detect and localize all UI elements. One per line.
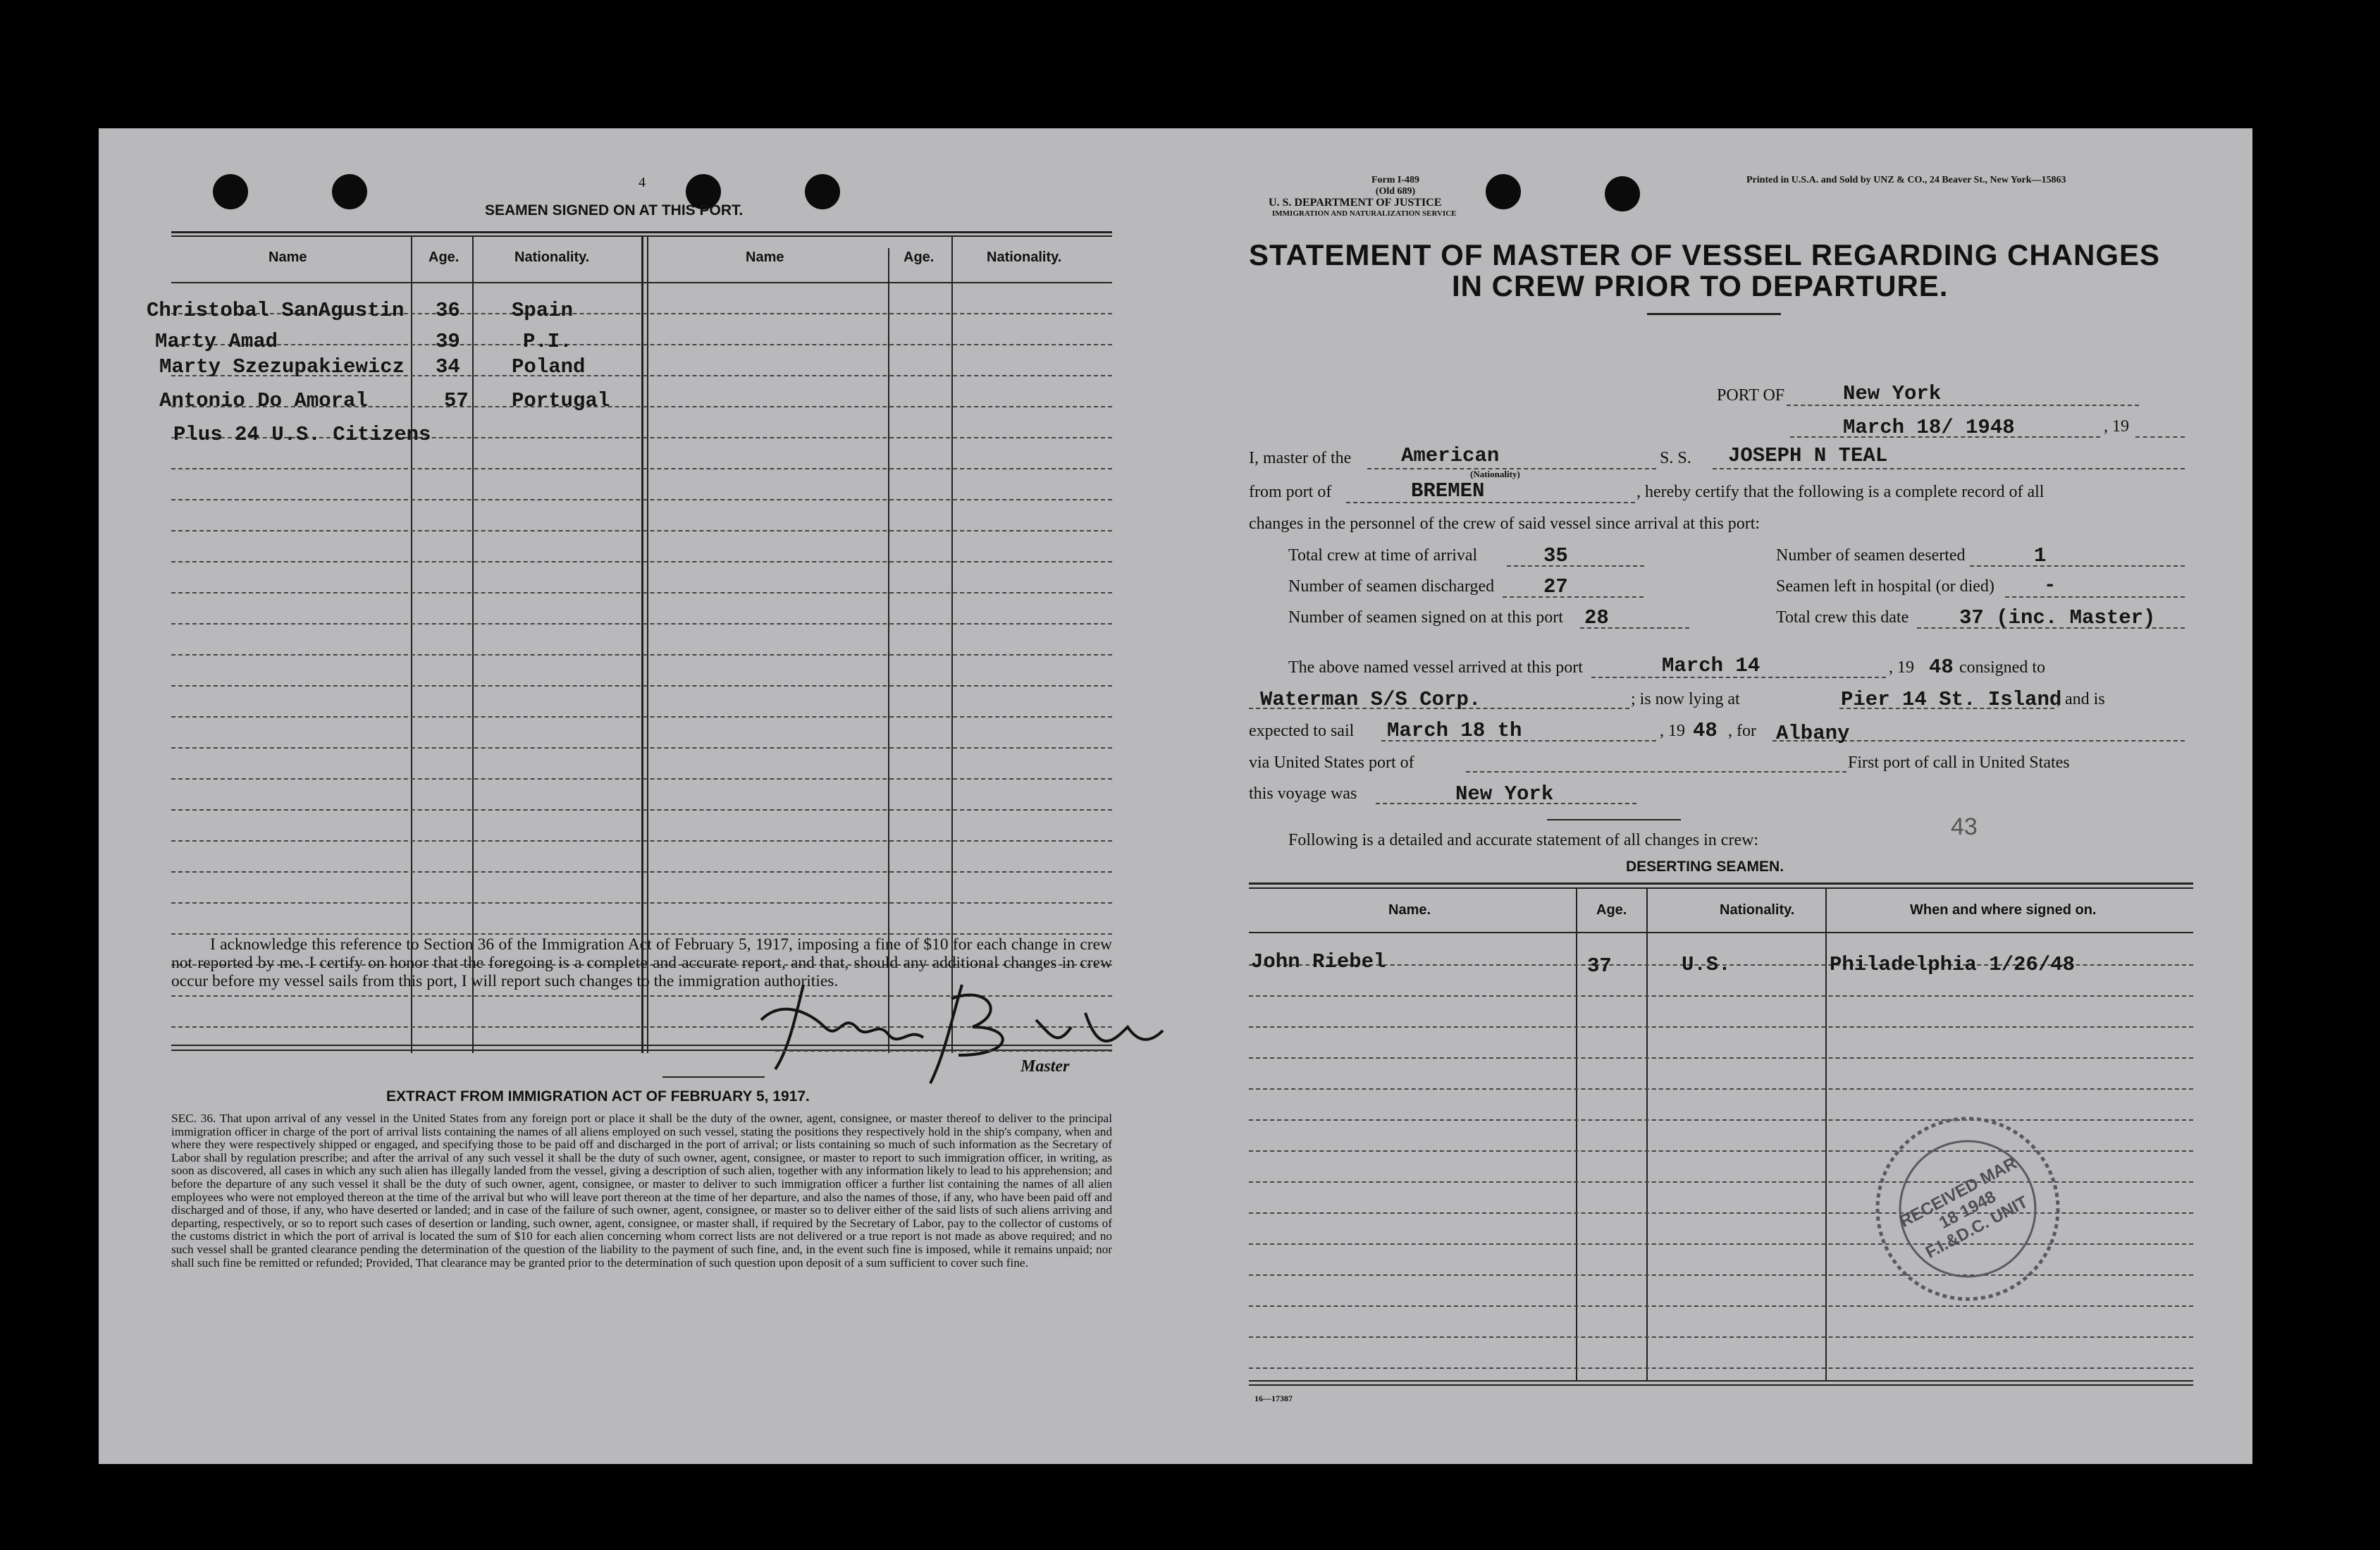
via-label: via United States port of (1249, 754, 1414, 772)
deserting-title: DESERTING SEAMEN. (1626, 859, 1784, 875)
signed-on-value: 28 (1584, 606, 1609, 629)
deserted-label: Number of seamen deserted (1776, 546, 1966, 565)
table-cell-name: John Riebel (1251, 950, 1386, 973)
column-divider (951, 235, 953, 1053)
table-cell-nationality: Poland (512, 355, 586, 379)
rule (1249, 932, 2193, 933)
department: U. S. DEPARTMENT OF JUSTICE (1269, 197, 1442, 209)
voyage-label: this voyage was (1249, 785, 1357, 803)
column-divider (1825, 887, 1827, 1381)
table-cell-name: Marty Szezupakiewicz (159, 355, 405, 379)
rule (171, 231, 1112, 233)
rule (1547, 819, 1681, 820)
col-header-signed-on: When and where signed on. (1910, 902, 2097, 918)
acknowledgement-text: I acknowledge this reference to Section 36 of the Immigration Act of February 5, 1917, imposing a fine of $10 for each change in crew not reported by me. I certify on honor that the foregoing is a complete and accurate report, and that, should any additional changes in crew occur before my vessel sails from this port, I will report such changes to the immigration authorities. (171, 935, 1112, 990)
following-text: Following is a detailed and accurate statement of all changes in crew: (1288, 831, 1759, 849)
from-port-label: from port of (1249, 483, 1332, 501)
date-suffix: , 19 (2104, 417, 2129, 436)
voyage-value: New York (1455, 782, 1554, 806)
document-sheet (99, 128, 2252, 1464)
punch-hole (1486, 174, 1521, 209)
ss-label: S. S. (1660, 449, 1691, 467)
sail-year-label: , 19 (1660, 722, 1685, 740)
column-divider (1576, 887, 1577, 1381)
extract-title: EXTRACT FROM IMMIGRATION ACT OF FEBRUARY 5, 1917. (386, 1088, 810, 1105)
table-cell-signed-on: Philadelphia 1/26/48 (1830, 953, 2076, 976)
field-line (1507, 565, 1644, 567)
first-port-label: First port of call in United States (1848, 754, 2070, 772)
rule (1249, 1380, 2193, 1382)
nationality-caption: (Nationality) (1470, 469, 1520, 479)
deserted-value: 1 (2034, 544, 2047, 567)
table-cell-nationality: P.I. (523, 330, 572, 353)
col-header-name: Name. (1388, 902, 1431, 918)
received-stamp (1873, 1114, 2063, 1304)
col-header-age: Age. (428, 250, 460, 265)
consignee-value: Waterman S/S Corp. (1260, 688, 1481, 711)
port-of-label: PORT OF (1717, 386, 1785, 405)
pencil-note: 43 (1951, 813, 1978, 840)
footer-code: 16—17387 (1254, 1394, 1293, 1403)
extract-text: SEC. 36. That upon arrival of any vessel in the United States from any foreign port or place it shall be the duty of the owner, agent, consignee, or master thereof to deliver to the principal immigration officer in charge of the port of arrival lists containing the names of all aliens employed on such vessel, stating the positions they respectively hold in the ship's company, when and where they were respectively shipped or engaged, and specifying those to be paid off and discharged in the port of arrival; or lists containing so much of such information as the Secretary of Labor shall by regulation prescribe; and after the arrival of any such vessel it shall be the duty of such owner, agent, consignee, or master to report to such immigration officer, in writing, as soon as discovered, all cases in which any such alien has illegally landed from the vessel, giving a description of such alien, together with any information likely to lead to his apprehension; and before the departure of any such vessel it shall be the duty of such owner, agent, consignee, or master to deliver to such immigration officer a further list containing the names of all alien employees who were not employed thereon at the time of the arrival but who will leave port thereon at the time of her departure, and also the names of those, if any, who have been paid off and discharged and of those, if any, who have deserted or landed; and in case of the failure of such owner, agent, consignee, or master so to deliver either of the said lists of such aliens arriving and departing, respectively, or so to report such cases of desertion or landing, such owner, agent, consignee, or master shall, if required by the Secretary of Labor, pay to the collector of customs of the customs district in which the port of arrival is located the sum of $10 for each alien concerning whom correct lists are not delivered or a true report is not made as above required; and no such vessel shall be granted clearance pending the determination of the question of the liability to the payment of such fine, and, in the event such fine is imposed, while it remains unpaid; nor shall such fine be remitted or refunded; Provided, That clearance may be granted prior to the determination of such question upon deposit of a sum sufficient to cover such fine. (171, 1112, 1112, 1269)
total-crew-arrival-label: Total crew at time of arrival (1288, 546, 1478, 565)
column-divider (411, 235, 412, 1053)
table-cell-age: 57 (444, 389, 469, 412)
expected-label: expected to sail (1249, 722, 1355, 740)
field-line (2005, 596, 2185, 598)
total-date-value: 37 (inc. Master) (1959, 606, 2156, 629)
table-cell-name: Antonio Do Amoral (159, 389, 368, 412)
form-title-line2: IN CREW PRIOR TO DEPARTURE. (1452, 269, 1949, 302)
arrived-label: The above named vessel arrived at this port (1288, 658, 1583, 677)
column-divider (1646, 887, 1648, 1381)
column-divider (888, 248, 889, 1053)
certify-text: , hereby certify that the following is a complete record of all (1636, 483, 2045, 501)
form-number: Form I-489 (1371, 175, 1420, 185)
total-date-label: Total crew this date (1776, 608, 1909, 627)
table-cell-nationality: U.S. (1682, 953, 1731, 976)
signature-label: Master (1021, 1057, 1070, 1076)
col-header-age: Age. (1596, 902, 1627, 918)
table-cell-nationality: Spain (512, 299, 574, 322)
page-number: 4 (639, 175, 646, 190)
col-header-age-2: Age. (904, 250, 935, 265)
and-is-label: , and is (2057, 690, 2105, 708)
rule (1249, 1384, 2193, 1386)
expected-value: March 18 th (1387, 719, 1522, 742)
signed-on-label: Number of seamen signed on at this port (1288, 608, 1563, 627)
field-line (1466, 771, 1846, 773)
table-cell-age: 39 (436, 330, 460, 353)
col-header-nationality: Nationality. (1720, 902, 1795, 918)
form-title-line1: STATEMENT OF MASTER OF VESSEL REGARDING CHANGES (1249, 238, 2161, 271)
master-of-label: I, master of the (1249, 449, 1352, 467)
table-cell-age: 37 (1587, 954, 1612, 978)
rule (1249, 882, 2193, 885)
col-header-nationality-2: Nationality. (987, 250, 1062, 265)
form-old-number: (Old 689) (1375, 186, 1416, 197)
table-cell-name: Marty Amad (155, 330, 278, 353)
col-header-name: Name (269, 250, 307, 265)
arrived-year-label: , 19 (1889, 658, 1914, 677)
punch-hole (213, 174, 248, 209)
port-of-value: New York (1843, 382, 1942, 405)
arrived-year-value: 48 (1929, 656, 1954, 679)
lying-label: ; is now lying at (1631, 690, 1740, 708)
col-header-name-2: Name (746, 250, 784, 265)
vessel-name: JOSEPH N TEAL (1728, 444, 1888, 467)
column-divider (647, 235, 648, 1053)
hospital-label: Seamen left in hospital (or died) (1776, 577, 1994, 596)
field-line (1503, 596, 1644, 598)
service: IMMIGRATION AND NATURALIZATION SERVICE (1272, 209, 1457, 218)
arrived-value: March 14 (1662, 654, 1761, 677)
vessel-nationality: American (1401, 444, 1500, 467)
signature-line (662, 1076, 765, 1078)
column-divider (641, 235, 643, 1053)
column-divider (472, 235, 474, 1053)
total-crew-arrival-value: 35 (1543, 544, 1568, 567)
from-port-value: BREMEN (1411, 479, 1485, 503)
rule (1249, 887, 2193, 889)
for-value: Albany (1776, 722, 1850, 745)
printer-info: Printed in U.S.A. and Sold by UNZ & CO., 24 Beaver St., New York—15863 (1746, 175, 2066, 185)
punch-hole (332, 174, 367, 209)
signature-line (775, 1050, 1112, 1052)
field-line (2135, 436, 2185, 438)
punch-hole (805, 174, 840, 209)
date-value: March 18/ 1948 (1843, 416, 2015, 439)
discharged-value: 27 (1543, 575, 1568, 598)
col-header-nationality: Nationality. (514, 250, 590, 265)
discharged-label: Number of seamen discharged (1288, 577, 1495, 596)
field-line (1970, 565, 2185, 567)
consigned-label: consigned to (1959, 658, 2045, 677)
table-cell-name: Plus 24 U.S. Citizens (173, 423, 431, 446)
table-cell-age: 36 (436, 299, 460, 322)
hospital-value: - (2044, 574, 2057, 597)
title-rule (1647, 313, 1781, 315)
for-label: , for (1728, 722, 1756, 740)
field-line (1713, 468, 2185, 469)
table-cell-name: Christobal SanAgustin (147, 299, 405, 322)
field-line (1787, 405, 2139, 406)
changes-text: changes in the personnel of the crew of said vessel since arrival at this port: (1249, 515, 1761, 533)
punch-hole (1605, 176, 1640, 211)
table-cell-age: 34 (436, 355, 460, 379)
lying-value: Pier 14 St. Island (1841, 688, 2062, 711)
section-title: SEAMEN SIGNED ON AT THIS PORT. (485, 202, 744, 219)
stamp-text: RECEIVED MAR 18 1948 F.I.&D.C. UNIT (1897, 1153, 2031, 1262)
sail-year-value: 48 (1693, 719, 1718, 742)
field-line (1346, 502, 1635, 503)
table-cell-nationality: Portugal (512, 389, 610, 412)
